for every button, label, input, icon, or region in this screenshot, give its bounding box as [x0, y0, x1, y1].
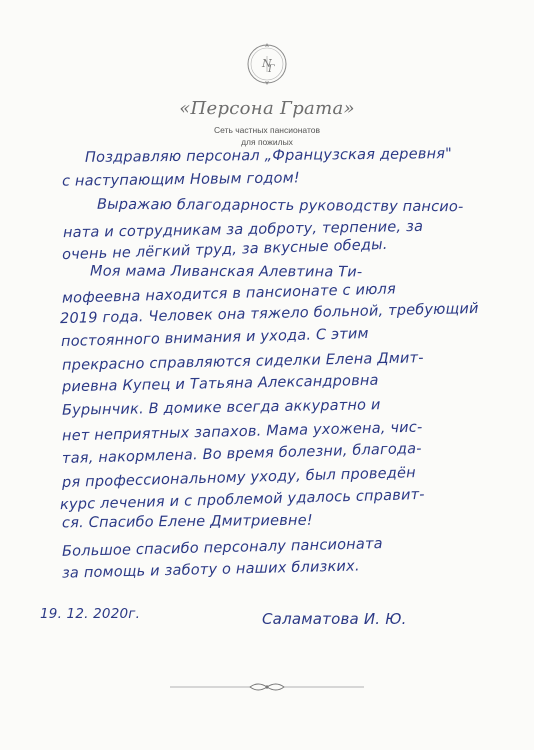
letter-line: Выражаю благодарность руководству пансио-: [96, 196, 464, 216]
svg-text:Г: Г: [268, 64, 275, 75]
letter-line: очень не лёгкий труд, за вкусные обеды.: [61, 236, 388, 264]
letter-line: Поздравляю персонал „Французская деревня": [84, 146, 453, 166]
letter-line: курс лечения и с проблемой удалось справит-: [59, 486, 425, 514]
letter-line: нет неприятных запахов. Мама ухожена, чис-: [61, 419, 423, 445]
tagline-line: Сеть частных пансионатов: [213, 125, 320, 135]
letter-line: тая, накормлена. Во время болезни, благода-: [61, 440, 422, 468]
letter-line: мофеевна находится в пансионате с июля: [61, 281, 397, 307]
tagline-line: для пожилых: [241, 137, 293, 147]
letter-line: ся. Спасибо Елене Дмитриевне!: [61, 512, 313, 532]
letter-line: за помощь и заботу о наших близких.: [61, 558, 360, 582]
brand-name: «Персона Грата»: [179, 98, 355, 119]
ornament-divider: [170, 680, 364, 694]
letter-line: ря профессиональному уходу, был проведён: [61, 465, 417, 491]
letter-line: с наступающим Новым годом!: [61, 170, 300, 190]
letter-line: ната и сотрудникам за доброту, терпение, за: [62, 218, 424, 242]
svg-text:N: N: [262, 57, 272, 70]
letter-line: Моя мама Ливанская Алевтина Ти-: [89, 263, 363, 281]
letter-line: прекрасно справляются сиделки Елена Дмит-: [61, 350, 424, 374]
letter-date: 19. 12. 2020г.: [40, 606, 141, 622]
letter-line: Большое спасибо персоналу пансионата: [61, 536, 383, 560]
letter-signature: Саламатова И. Ю.: [262, 610, 407, 628]
letter-line: риевна Купец и Татьяна Александровна: [61, 372, 379, 396]
letter-line: 2019 года. Человек она тяжело больной, требующий: [59, 300, 479, 328]
letter-line: постоянного внимания и ухода. С этим: [60, 325, 369, 351]
letter-line: Бурынчик. В домике всегда аккуратно и: [61, 397, 381, 419]
